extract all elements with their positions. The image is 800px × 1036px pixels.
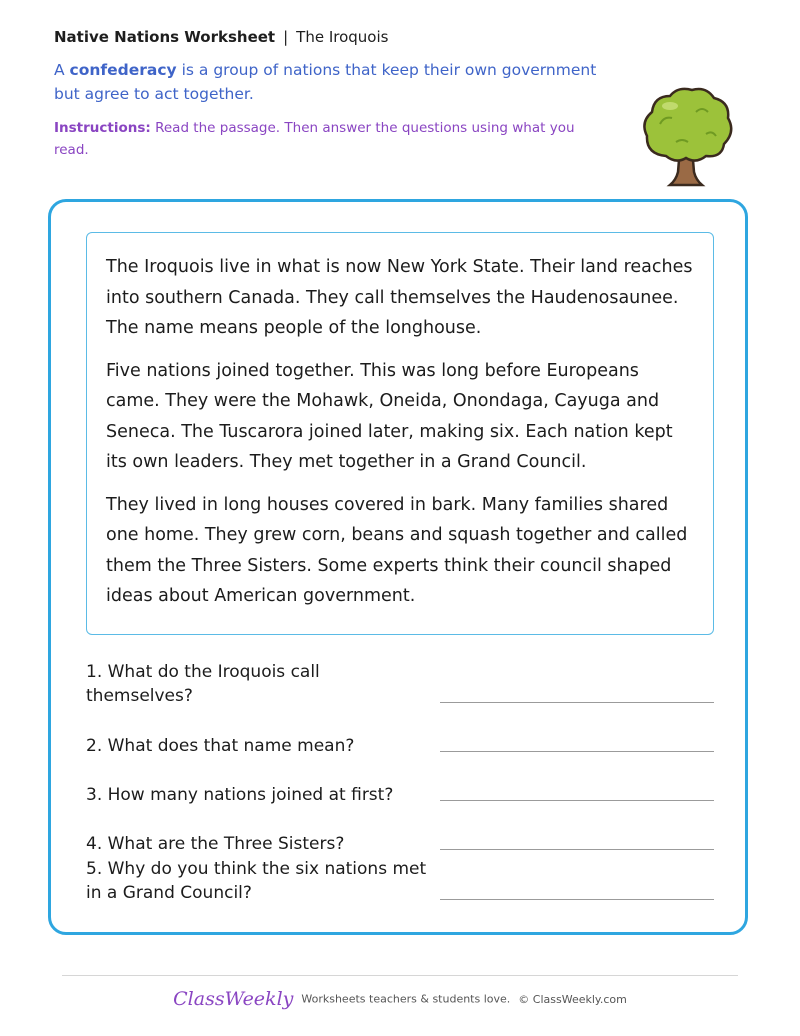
- definition-body: is a group of nations that keep their own government but agree to act together.: [54, 61, 597, 103]
- definition-prefix: A: [54, 61, 70, 79]
- answer-line-5[interactable]: [440, 899, 714, 900]
- footer-copyright: © ClassWeekly.com: [518, 992, 627, 1006]
- instructions: [54, 117, 594, 161]
- question-4: 4. What are the Three Sisters?: [86, 834, 345, 854]
- instructions-label: Instructions:: [54, 120, 151, 136]
- question-5: 5. Why do you think the six nations met in a Grand Council?: [86, 859, 427, 903]
- answer-line-2[interactable]: [440, 751, 714, 752]
- answer-line-3[interactable]: [440, 800, 714, 801]
- definition-text: [54, 58, 614, 106]
- footer: [0, 988, 800, 1010]
- answer-line-1[interactable]: [440, 702, 714, 703]
- definition-term: confederacy: [69, 61, 177, 79]
- footer-divider: [62, 975, 738, 976]
- tree-icon: [636, 84, 736, 190]
- passage-paragraph: Five nations joined together. This was long before Europeans came. They were the Mohawk, Oneida, Onondaga, Cayuga and Seneca. The Tuscarora joined later, making six. Each nation kept its own leaders. They met together in a Grand Council.: [106, 360, 673, 472]
- passage-paragraph: They lived in long houses covered in bark. Many families shared one home. They grew corn, beans and squash together and called them the Three Sisters. Some experts think their council shaped ideas about American government.: [106, 494, 688, 606]
- answer-line-4[interactable]: [440, 849, 714, 850]
- footer-tagline: Worksheets teachers & students love.: [301, 992, 511, 1006]
- brand-logo: ClassWeekly: [173, 988, 294, 1010]
- reading-passage: [86, 232, 714, 635]
- instructions-text: Read the passage. Then answer the questions using what you read.: [54, 120, 575, 158]
- worksheet-title: Native Nations Worksheet: [54, 28, 276, 46]
- question-1: 1. What do the Iroquois call themselves?: [86, 662, 320, 706]
- question-3: 3. How many nations joined at first?: [86, 785, 394, 805]
- worksheet-header: [54, 27, 388, 47]
- passage-paragraph: The Iroquois live in what is now New York State. Their land reaches into southern Canada. They call themselves the Haudenosaunee. The name means people of the longhouse.: [106, 257, 693, 338]
- header-separator: |: [283, 28, 289, 46]
- worksheet-subtitle: The Iroquois: [296, 28, 389, 46]
- question-2: 2. What does that name mean?: [86, 736, 355, 756]
